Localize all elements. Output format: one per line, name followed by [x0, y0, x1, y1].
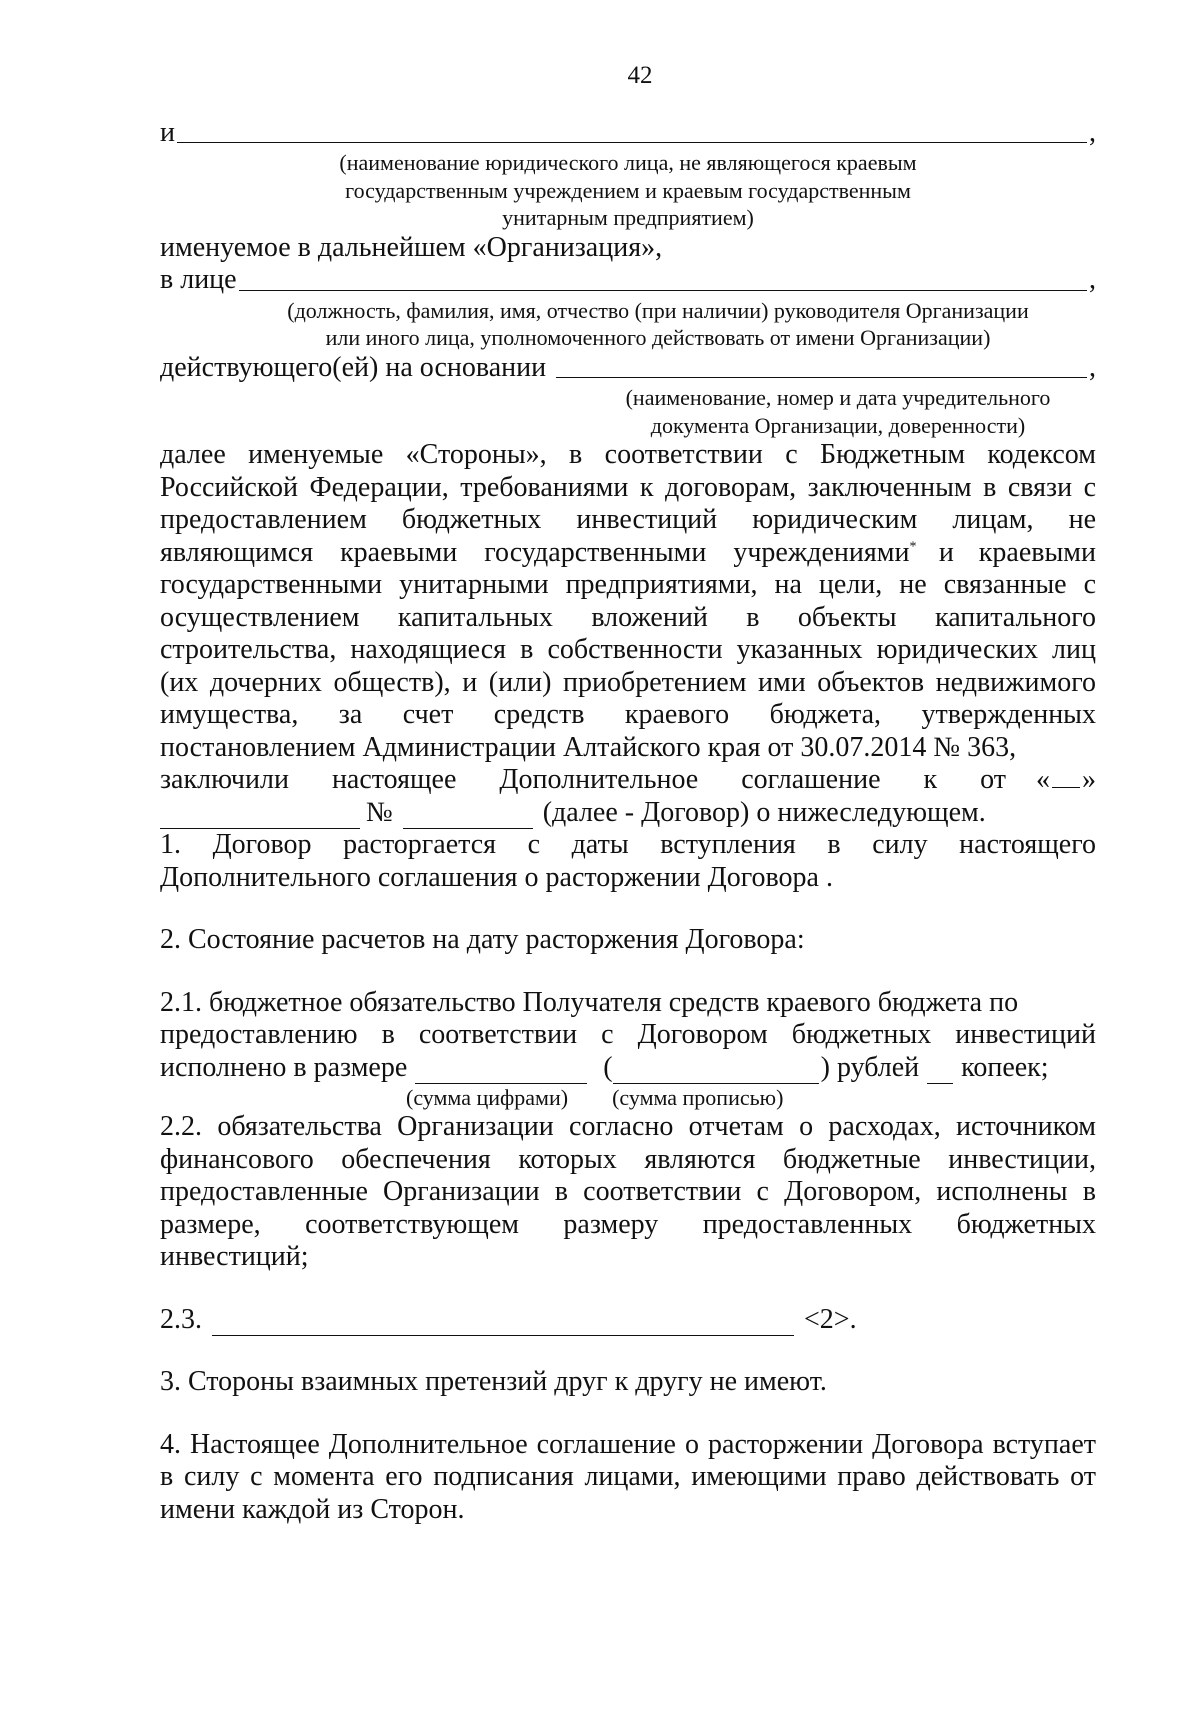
org-caption-line: (наименование юридического лица, не являющегося краевым [339, 150, 917, 175]
date-blank [160, 806, 360, 829]
item-4 [160, 1429, 1096, 1527]
preamble-line: далее именуемые «Стороны», в соответствии с Бюджетным кодексом [160, 439, 1096, 470]
preamble-line-part [160, 537, 916, 570]
item-2-2-line: 2.2. обязательства Организации согласно отчетам о расходах, источником [160, 1111, 1096, 1142]
item-4-line: в силу с момента его подписания лицами, имеющими право действовать от [160, 1461, 1096, 1492]
kopeks-blank [927, 1061, 953, 1084]
comma-text: , [1089, 264, 1096, 295]
preamble-line: осуществлением капитальных вложений в объекты капитального [160, 601, 1096, 633]
quote-close: » [1082, 764, 1096, 795]
org-caption-line: унитарным предприятием) [502, 205, 754, 230]
footnote-ref: <2>. [804, 1303, 857, 1335]
number-blank [403, 806, 533, 829]
concluded-text: заключили настоящее Дополнительное соглашение к от [160, 764, 1006, 795]
day-blank [1052, 765, 1080, 788]
paren-open: ( [603, 1051, 613, 1083]
person-label: в лице [160, 264, 237, 295]
preamble-line [160, 537, 1096, 570]
comma-text: , [1089, 116, 1096, 148]
item-2-2 [160, 1111, 1096, 1274]
page-number: 42 [627, 62, 653, 89]
kopeks-text: копеек; [961, 1051, 1049, 1083]
caption-digits: (сумма цифрами) [406, 1085, 569, 1110]
basis-caption-line: документа Организации, доверенности) [650, 412, 1026, 438]
preamble-paragraph [160, 439, 1096, 829]
item-3: 3. Стороны взаимных претензий друг к другу не имеют. [160, 1366, 827, 1397]
item-2-3-blank [212, 1313, 794, 1336]
item-4-line: 4. Настоящее Дополнительное соглашение о расторжении Договора вступает [160, 1428, 1096, 1460]
preamble-line: имущества, за счет средств краевого бюджета, утвержденных [160, 699, 1096, 730]
concluded-line [160, 764, 1096, 797]
basis-caption-line: (наименование, номер и дата учредительного [625, 385, 1051, 410]
item-2-1-line: 2.1. бюджетное обязательство Получателя средств краевого бюджета по [160, 986, 1019, 1018]
item-2-2-line: инвестиций; [160, 1241, 309, 1272]
basis-caption [580, 384, 1096, 439]
preamble-text: являющимся краевыми государственными учреждениями [160, 536, 910, 568]
item-2-3 [160, 1304, 1096, 1337]
contract-ref-line [160, 797, 1096, 830]
preamble-line: государственными унитарными предприятиями, на цели, не связанные с [160, 569, 1096, 600]
caption-words: (сумма прописью) [612, 1085, 784, 1110]
item-2-1 [160, 987, 1096, 1112]
item-4-line: имени каждой из Сторон. [160, 1493, 465, 1525]
item-2-2-line: размере, соответствующем размеру предоставленных бюджетных [160, 1208, 1096, 1240]
org-name-line [160, 117, 1096, 150]
amount-words-blank [613, 1061, 819, 1084]
basis-label: действующего(ей) на основании [160, 351, 547, 383]
amount-captions [160, 1084, 1096, 1111]
item-2-2-line: финансового обеспечения которых являются бюджетные инвестиции, [160, 1143, 1096, 1175]
org-name-blank [177, 120, 1087, 143]
item-2-1-amount-line [160, 1052, 1096, 1085]
person-caption [220, 297, 1096, 352]
item-1 [160, 829, 1096, 894]
comma-text: , [1089, 351, 1096, 383]
amount-label: исполнено в размере [160, 1051, 408, 1083]
quote-open: « [1036, 764, 1050, 795]
preamble-line: Российской Федерации, требованиями к договорам, заключенным в связи с [160, 471, 1096, 503]
basis-blank [556, 355, 1087, 378]
person-line [160, 264, 1096, 297]
preamble-line: постановлением Администрации Алтайского края от 30.07.2014 № 363, [160, 731, 1017, 763]
number-sign: № [366, 796, 393, 828]
person-blank [239, 268, 1087, 291]
preamble-line: предоставлением бюджетных инвестиций юридическим лицам, не [160, 504, 1096, 535]
date-quote [1036, 764, 1096, 797]
person-caption-line: или иного лица, уполномоченного действовать от имени Организации) [325, 325, 991, 350]
org-caption-line: государственным учреждением и краевым государственным [345, 177, 911, 203]
item-2-1-line: предоставлению в соответствии с Договором бюджетных инвестиций [160, 1019, 1096, 1050]
rubles-text: ) рублей [820, 1051, 920, 1083]
preamble-line: строительства, находящиеся в собственности указанных юридических лиц [160, 634, 1096, 665]
item-2: 2. Состояние расчетов на дату расторжения Договора: [160, 924, 805, 955]
document-page [160, 60, 1096, 1526]
person-caption-line: (должность, фамилия, имя, отчество (при наличии) руководителя Организации [287, 297, 1029, 323]
conjunction-text: и [160, 116, 175, 148]
amount-digits-blank [415, 1061, 587, 1084]
preamble-line-part: и краевыми [938, 536, 1096, 568]
org-caption [160, 149, 1096, 232]
item-2-2-line: предоставленные Организации в соответствии с Договором, исполнены в [160, 1176, 1096, 1207]
preamble-line: (их дочерних обществ), и (или) приобретением ими объектов недвижимого [160, 666, 1096, 698]
item-1-line: 1. Договор расторгается с даты вступления в силу настоящего [160, 829, 1096, 860]
footnote-asterisk: * [909, 539, 917, 555]
basis-line [160, 352, 1096, 385]
item-1-line: Дополнительного соглашения о расторжении Договора . [160, 861, 833, 893]
contract-ref-text: (далее - Договор) о нижеследующем. [542, 796, 986, 828]
named-as-text: именуемое в дальнейшем «Организация», [160, 231, 663, 263]
item-2-3-label: 2.3. [160, 1303, 202, 1335]
